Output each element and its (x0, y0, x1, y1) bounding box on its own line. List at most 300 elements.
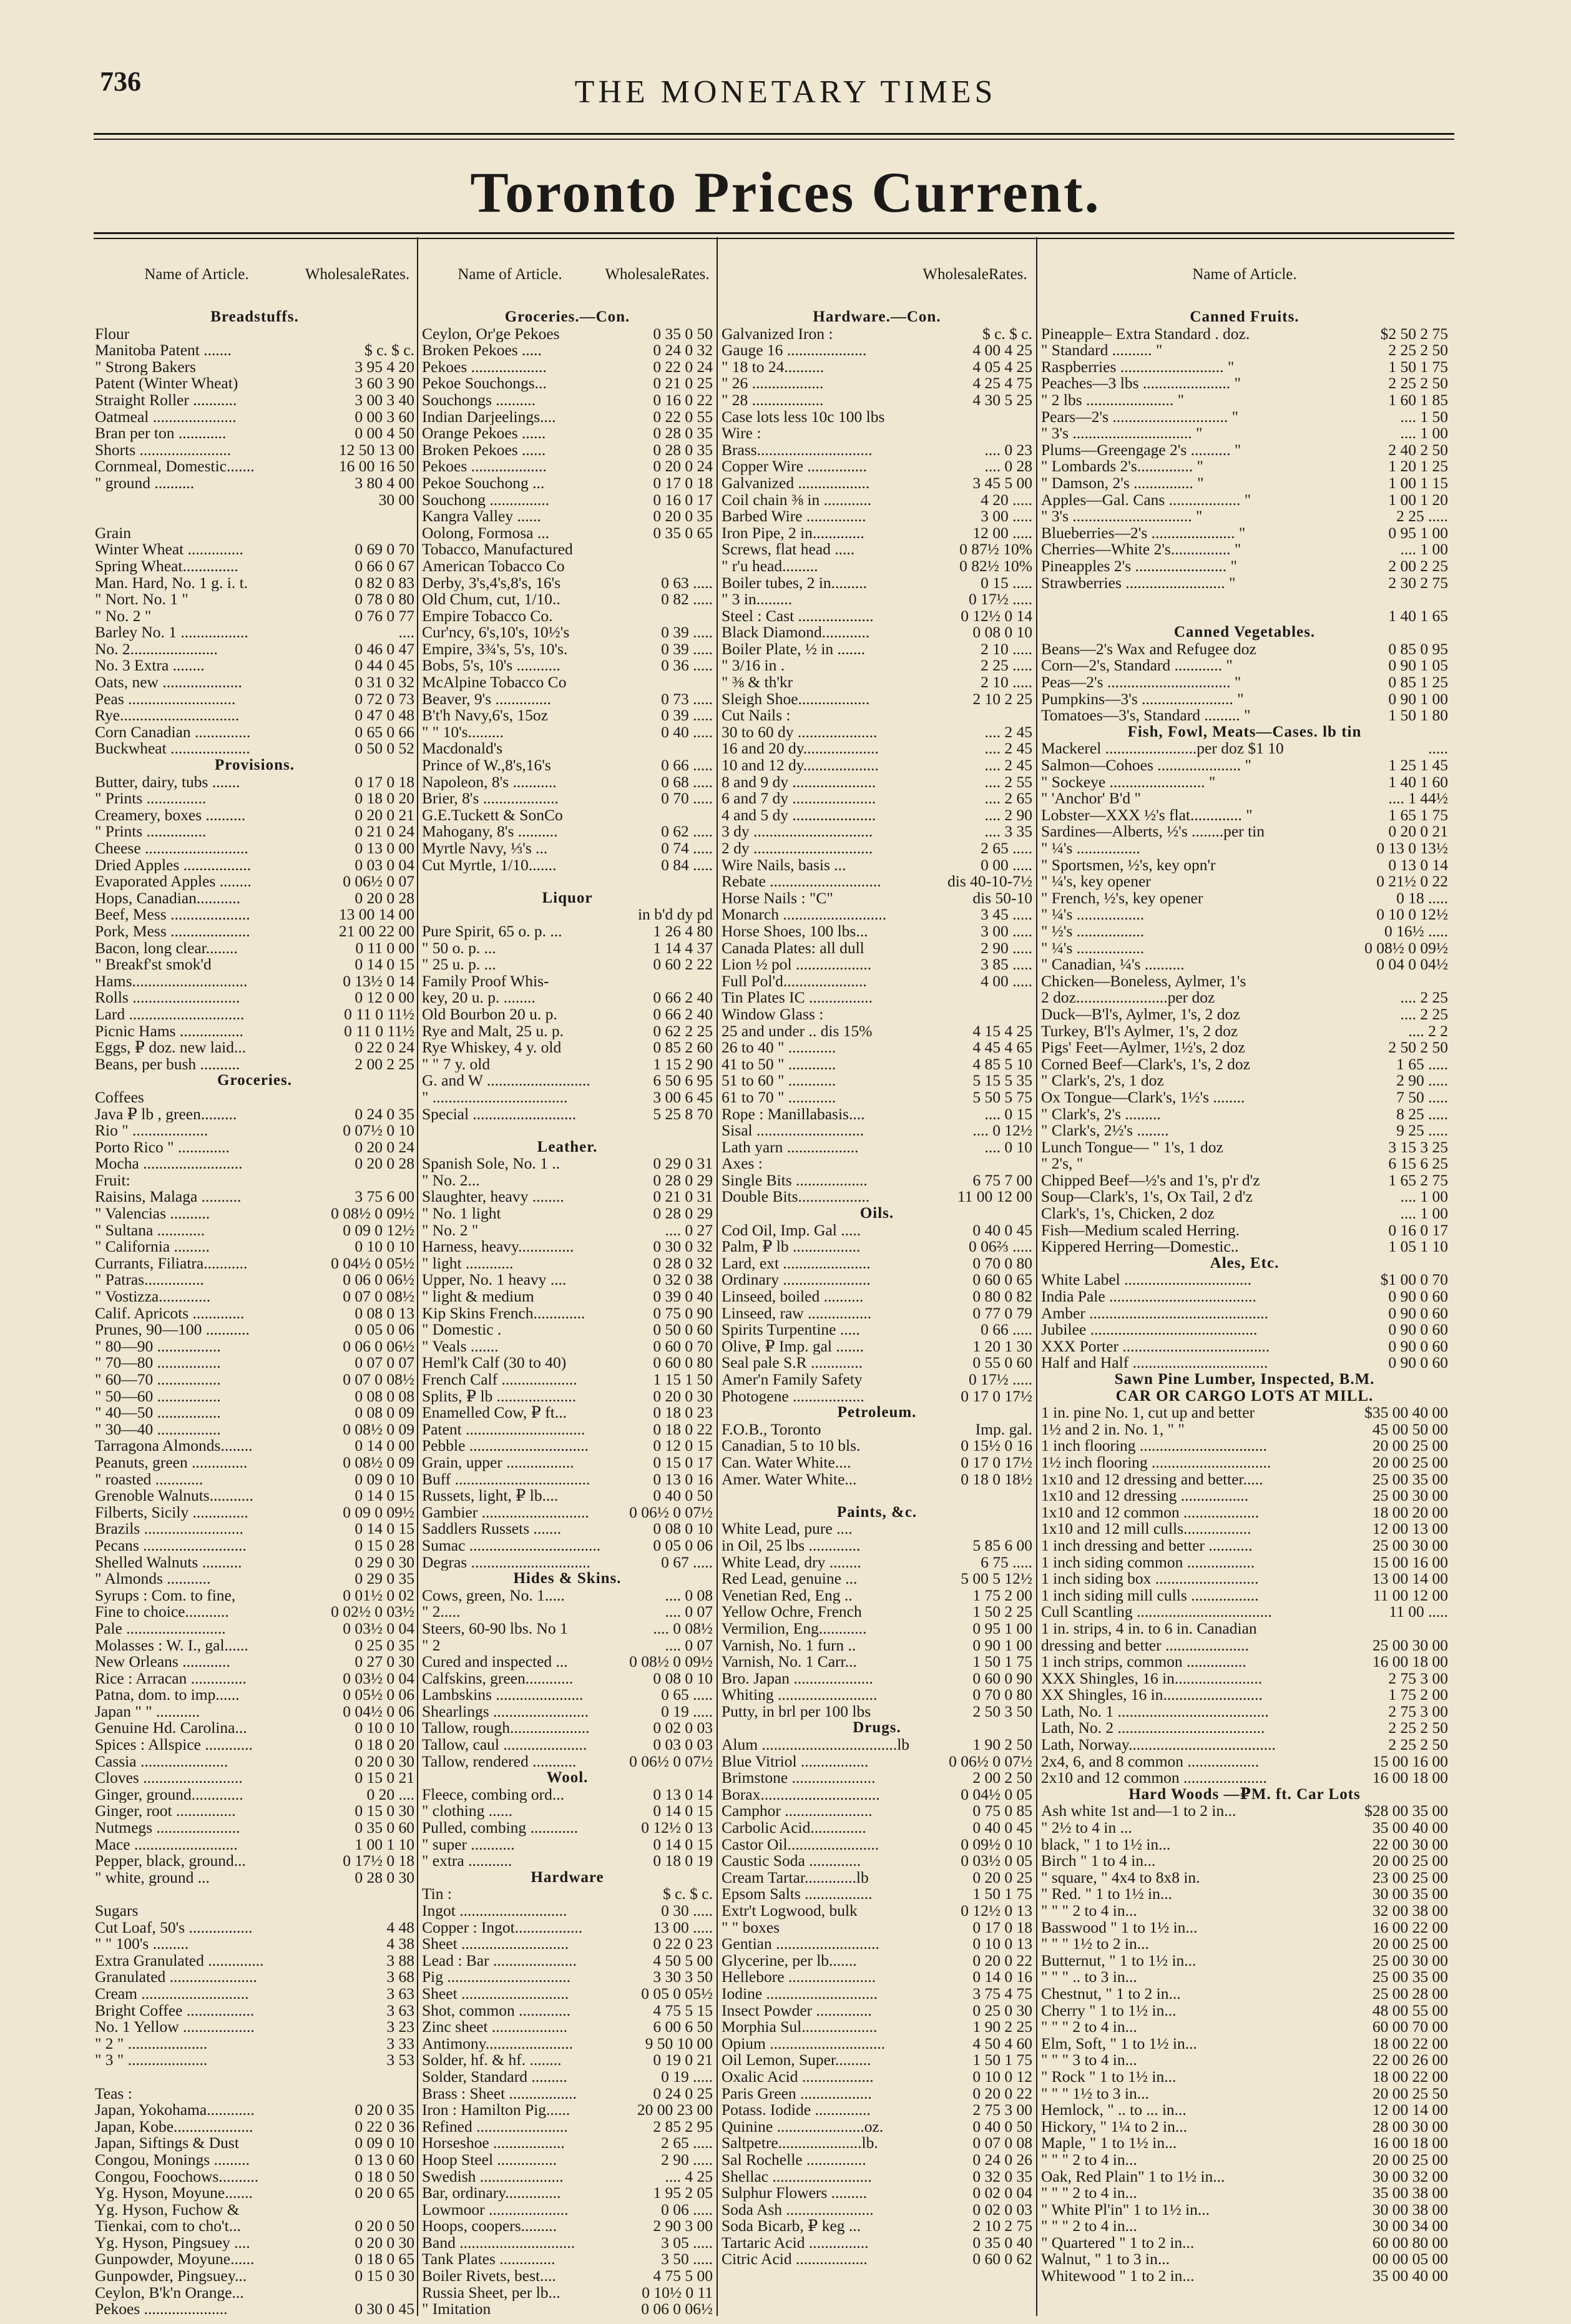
article-name: Splits, ₽ lb .................... (422, 1388, 577, 1405)
price-row (95, 2185, 414, 2202)
article-name: Clark's, 1's, Chicken, 2 doz (1041, 1205, 1215, 1222)
wholesale-rate: 2 90 ..... (981, 939, 1032, 957)
price-row (1041, 608, 1448, 625)
wholesale-rate (600, 973, 713, 990)
wholesale-rate: 9 50 10 00 (645, 2035, 713, 2052)
wholesale-rate: .... 1 00 (1400, 425, 1448, 442)
price-row (722, 475, 1032, 492)
wholesale-rate: dis 50-10 (972, 890, 1032, 907)
article-name: Mocha ......................... (95, 1155, 243, 1172)
wholesale-rate: 0 70 0 80 (972, 1687, 1032, 1704)
article-name: Antimony...................... (422, 2035, 574, 2052)
price-row (722, 1537, 1032, 1554)
article-name (1041, 591, 1304, 608)
article-name: " 2..... (422, 1604, 461, 1620)
wholesale-rate: .... 1 00 (1400, 1205, 1448, 1222)
wholesale-rate (914, 409, 1032, 426)
wholesale-rate: 20 00 25 00 (1372, 2151, 1448, 2169)
article-name: " California ......... (95, 1238, 210, 1255)
price-row (722, 1454, 1032, 1471)
article-name: Amber ............................................. (1041, 1305, 1269, 1322)
article-name: Tobacco, Manufactured (422, 541, 573, 558)
wholesale-rate: 0 29 0 30 (355, 1554, 414, 1571)
article-name: Harness, heavy.............. (422, 1238, 574, 1255)
wholesale-rate: 0 28 0 30 (355, 1869, 414, 1886)
article-name: Barley No. 1 ................. (95, 624, 248, 641)
article-name: Prince of W.,8's,16's (422, 757, 551, 774)
price-row (95, 790, 414, 807)
price-row (1041, 1704, 1448, 1720)
wholesale-rate: .... 1 00 (1400, 541, 1448, 558)
price-row (1041, 475, 1448, 492)
price-row (722, 857, 1032, 874)
article-name: Japan, Siftings & Dust (95, 2135, 239, 2152)
wholesale-rate: 3 68 (386, 1969, 414, 1986)
wholesale-rate: 0 70 0 80 (972, 1255, 1032, 1272)
wholesale-rate (600, 541, 713, 558)
wholesale-rate: 0 08 0 10 (972, 624, 1032, 641)
wholesale-rate: 0 10 0 13 (972, 1936, 1032, 1953)
price-row (722, 558, 1032, 575)
article-name: Pekoe Souchong ... (422, 474, 545, 492)
price-row (722, 1272, 1032, 1288)
wholesale-rate: 20 00 25 00 (1372, 1936, 1448, 1953)
article-name: " 18 to 24.......... (722, 358, 825, 376)
article-name: " " " 2 to 4 in... (1041, 2019, 1137, 2036)
price-row (722, 1238, 1032, 1255)
wholesale-rate: 3 75 6 00 (355, 1189, 414, 1206)
price-row (422, 575, 713, 592)
article-name: Pale ......................... (95, 1620, 226, 1637)
article-name: Steers, 60-90 lbs. No 1 (422, 1620, 568, 1637)
price-row (95, 2086, 414, 2102)
wholesale-rate: $28 00 35 00 (1364, 1803, 1448, 1820)
section-heading: Groceries. (217, 1072, 292, 1089)
wholesale-rate (600, 608, 713, 625)
price-row (422, 774, 713, 791)
price-row (1041, 2202, 1448, 2219)
wholesale-rate: 0 27 0 30 (355, 1654, 414, 1670)
price-row (722, 326, 1032, 343)
price-row (1041, 1753, 1448, 1770)
wholesale-rate: 15 00 16 00 (1372, 1753, 1448, 1770)
wholesale-rate: 0 05 0 06 (355, 1321, 414, 1338)
wholesale-rate: 0 35 0 40 (972, 2234, 1032, 2252)
wholesale-rate: 3 75 4 75 (972, 1985, 1032, 2003)
price-row (95, 1604, 414, 1620)
price-row (95, 1122, 414, 1139)
wholesale-rate (600, 674, 713, 691)
article-name: Can. Water White.... (722, 1454, 851, 1471)
article-name: Cherries—White 2's............... " (1041, 541, 1241, 558)
header-name (719, 247, 916, 303)
price-row (1041, 525, 1448, 542)
price-row (722, 956, 1032, 973)
wholesale-rate: in b'd dy pd (637, 906, 713, 923)
wholesale-rate: 0 08½ 0 09 (343, 1421, 414, 1438)
wholesale-rate: 20 00 25 50 (1372, 2085, 1448, 2102)
price-row (95, 1222, 414, 1239)
article-name: " 70—80 ................ (95, 1355, 221, 1371)
wholesale-rate: 2 75 3 00 (972, 2102, 1032, 2119)
price-row (422, 790, 713, 807)
article-name: Evaporated Apples ........ (95, 873, 252, 890)
article-name: Rolls ........................... (95, 989, 240, 1006)
article-name: Sumac ................................. (422, 1537, 600, 1554)
wholesale-rate: 2 65 ..... (661, 2135, 713, 2152)
article-name: Elm, Soft, " 1 to 1½ in... (1041, 2035, 1197, 2052)
price-row (422, 1272, 713, 1288)
wholesale-rate: 0 20 0 30 (355, 2234, 414, 2252)
article-name: Bobs, 5's, 10's ........... (422, 657, 560, 675)
article-name: Lambskins ...................... (422, 1687, 584, 1704)
article-name: 1x10 and 12 mill culls................. (1041, 1521, 1251, 1537)
article-name: Sisal ........................... (722, 1122, 864, 1139)
article-name: Venetian Red, Eng .. (722, 1587, 853, 1604)
price-row (722, 2019, 1032, 2036)
wholesale-rate: 4 85 5 10 (972, 1056, 1032, 1073)
price-row (422, 525, 713, 542)
article-name: Old Bourbon 20 u. p. (422, 1006, 557, 1023)
article-name: " light ............ (422, 1255, 514, 1272)
price-row (95, 1953, 414, 1969)
wholesale-rate: 0 19 ..... (661, 2068, 713, 2086)
wholesale-rate: 0 95 1 00 (972, 1620, 1032, 1637)
price-row (422, 1886, 713, 1903)
wholesale-rate: 0 68 ..... (661, 773, 713, 791)
section-heading: Canned Vegetables. (1173, 624, 1316, 641)
wholesale-rate: 0 13 0 14 (1388, 856, 1448, 874)
price-row (722, 1172, 1032, 1189)
price-row (1041, 2169, 1448, 2185)
price-row (95, 375, 414, 392)
wholesale-rate: 0 12½ 0 13 (961, 1903, 1032, 1920)
article-name: Broken Pekoes ...... (422, 441, 546, 459)
price-row (722, 1554, 1032, 1571)
wholesale-rate: 1 50 1 80 (1388, 707, 1448, 724)
price-row (95, 657, 414, 674)
wholesale-rate: .... 4 25 (665, 2168, 713, 2185)
article-name: Amer'n Family Safety (722, 1371, 863, 1388)
article-name: Porto Rico " ............. (95, 1139, 230, 1156)
price-row (1041, 375, 1448, 392)
price-row (422, 475, 713, 492)
wholesale-rate: 0 90 0 60 (1388, 1321, 1448, 1338)
wholesale-rate: 1 20 1 30 (972, 1338, 1032, 1355)
wholesale-rate: 0 73 ..... (661, 690, 713, 708)
article-name: Corn Canadian .............. (95, 723, 251, 741)
article-name: Oatmeal ..................... (95, 408, 237, 426)
article-name: Congou, Monings ......... (95, 2151, 250, 2169)
article-name: Straight Roller ........... (95, 391, 237, 409)
wholesale-rate: 0 06⅔ ..... (969, 1238, 1032, 1255)
article-name: " French, ½'s, key opener (1041, 890, 1203, 907)
section-heading: Leather. (537, 1138, 598, 1155)
wholesale-rate: 0 18 0 23 (653, 1405, 713, 1421)
wholesale-rate: 0 29 0 35 (355, 1571, 414, 1587)
wholesale-rate: 0 75 0 85 (972, 1803, 1032, 1820)
price-row (422, 1753, 713, 1770)
article-name: Raisins, Malaga .......... (95, 1189, 242, 1206)
wholesale-rate (296, 508, 414, 525)
article-name: Kip Skins French............. (422, 1305, 585, 1322)
article-name: Gentian .......................... (722, 1936, 879, 1953)
wholesale-rate: 2 25 ..... (981, 657, 1032, 675)
article-name: Insect Powder .............. (722, 2002, 872, 2019)
price-row (1041, 1189, 1448, 1205)
wholesale-rate: 2 90 ..... (1396, 1072, 1448, 1089)
wholesale-rate: 0 24 0 35 (355, 1106, 414, 1123)
price-row (95, 1903, 414, 1920)
price-row (1041, 458, 1448, 475)
article-name: Lath, No. 2 ..................................... (1041, 1720, 1265, 1737)
wholesale-rate: 4 20 ..... (981, 491, 1032, 509)
article-name: Mace .......................... (95, 1836, 238, 1853)
article-name: Tallow, rendered ........... (422, 1753, 577, 1770)
price-row (1041, 1305, 1448, 1322)
price-row (95, 1853, 414, 1870)
article-name: Bar, ordinary.............. (422, 2185, 561, 2202)
wholesale-rate: Imp. gal. (975, 1421, 1032, 1438)
wholesale-rate: 0 20 0 22 (972, 1952, 1032, 1969)
price-row (1041, 1554, 1448, 1571)
section-heading: Groceries.—Con. (504, 308, 630, 325)
article-name: " Domestic . (422, 1321, 502, 1338)
article-name: " No. 1 light (422, 1205, 501, 1222)
wholesale-rate: 1 90 2 50 (972, 1737, 1032, 1753)
article-name: Whitewood " 1 to 2 in... (1041, 2268, 1195, 2285)
price-row (422, 1006, 713, 1023)
wholesale-rate: 0 10 0 12½ (1376, 906, 1448, 923)
article-name: " " " 1½ to 3 in... (1041, 2085, 1149, 2102)
wholesale-rate: .... 0 27 (665, 1222, 713, 1239)
article-name: 1x10 and 12 dressing ................. (1041, 1488, 1249, 1504)
wholesale-rate: 0 78 0 80 (355, 591, 414, 608)
article-name: Swedish ..................... (422, 2168, 564, 2185)
wholesale-rate: 25 00 30 00 (1372, 1637, 1448, 1654)
price-row (722, 1753, 1032, 1770)
article-name: Grain, upper ................. (422, 1454, 574, 1471)
price-row (722, 1155, 1032, 1172)
price-row (422, 1521, 713, 1537)
article-name: " 2 lbs ...................... " (1041, 391, 1185, 409)
wholesale-rate: 3 85 ..... (981, 956, 1032, 973)
article-name: Cassia ...................... (95, 1753, 228, 1770)
wholesale-rate: 0 17½ 0 18 (343, 1853, 414, 1870)
article-name: " 3's .............................. " (1041, 425, 1203, 442)
price-column-3 (722, 309, 1032, 2268)
article-name: " Almonds ........... (95, 1571, 211, 1587)
wholesale-rate: 0 84 ..... (661, 856, 713, 874)
price-row (1041, 326, 1448, 343)
price-row (722, 1903, 1032, 1920)
wholesale-rate: 0 90 1 05 (1388, 657, 1448, 675)
section-heading: Hardware.—Con. (813, 308, 941, 325)
article-name: Varnish, No. 1 furn .. (722, 1637, 856, 1654)
wholesale-rate: 0 28 0 32 (653, 1255, 713, 1272)
article-name: Lath, Norway..................................... (1041, 1737, 1276, 1753)
price-row (422, 1155, 713, 1172)
article-name: Spring Wheat.............. (95, 557, 238, 575)
section-heading: Paints, &c. (836, 1503, 918, 1521)
article-name: XXX Porter ..................................... (1041, 1338, 1270, 1355)
wholesale-rate: 0 06½ 0 07½ (629, 1504, 713, 1521)
article-name: " Red. " 1 to 1½ in... (1041, 1886, 1172, 1903)
wholesale-rate: 0 20 0 35 (355, 2102, 414, 2119)
article-name: " ¼'s ................. (1041, 906, 1145, 923)
price-row (95, 1056, 414, 1073)
article-name: Ginger, root ............... (95, 1803, 236, 1820)
article-name: Turkey, B'l's Aylmer, 1's, 2 doz (1041, 1022, 1238, 1040)
wholesale-rate: 00 00 05 00 (1372, 2251, 1448, 2268)
price-row (422, 1820, 713, 1836)
article-name: Saltpetre.....................lb. (722, 2135, 878, 2152)
article-name: Oil Lemon, Super......... (722, 2052, 871, 2069)
article-name: Sleigh Shoe.................. (722, 690, 870, 708)
price-row (722, 774, 1032, 791)
article-name: Pecans .......................... (95, 1537, 247, 1554)
price-row (95, 1654, 414, 1670)
article-name: Syrups : Com. to fine, (95, 1587, 236, 1604)
article-name: Shelled Walnuts .......... (95, 1554, 242, 1571)
wholesale-rate: 30 00 35 00 (1372, 1886, 1448, 1903)
wholesale-rate: 20 00 25 00 (1372, 1454, 1448, 1471)
price-row (722, 359, 1032, 376)
article-name: Japan, Kobe.................... (95, 2118, 253, 2135)
wholesale-rate: 16 00 18 00 (1372, 1654, 1448, 1670)
wholesale-rate: .... 2 2 (1408, 1022, 1448, 1040)
price-row (1041, 2036, 1448, 2052)
price-row (95, 2285, 414, 2302)
wholesale-rate: ..... (1428, 740, 1448, 758)
wholesale-rate: 16 00 18 00 (1372, 1770, 1448, 1787)
price-row (422, 1554, 713, 1571)
article-name: Gambier ........................... (422, 1504, 589, 1521)
section-heading: Petroleum. (837, 1404, 917, 1421)
wholesale-rate: 1 75 2 00 (1388, 1687, 1448, 1704)
price-row (95, 1504, 414, 1521)
article-name: Lunch Tongue— " 1's, 1 doz (1041, 1139, 1223, 1156)
price-row (422, 1438, 713, 1454)
price-row (95, 674, 414, 691)
price-row (422, 1056, 713, 1073)
article-name: " 50 o. p. ... (422, 939, 496, 957)
wholesale-rate: 0 08 0 09 (355, 1405, 414, 1421)
article-name: Beans, per bush .......... (95, 1056, 240, 1073)
article-name: " " " 2 to 4 in... (1041, 2185, 1137, 2202)
wholesale-rate: 0 08 0 13 (355, 1305, 414, 1322)
price-row (1041, 1936, 1448, 1953)
wholesale-rate: 0 13½ 0 14 (343, 973, 414, 990)
price-row (422, 541, 713, 558)
wholesale-rate: 12 00 13 00 (1372, 1521, 1448, 1537)
article-name: " super ........... (422, 1836, 515, 1853)
wholesale-rate: 0 10 0 10 (355, 1720, 414, 1737)
wholesale-rate: 0 17 0 17½ (961, 1388, 1032, 1405)
wholesale-rate: 4 45 4 65 (972, 1039, 1032, 1056)
article-name: Shot, common ............. (422, 2002, 571, 2019)
price-row (722, 1371, 1032, 1388)
article-name: American Tobacco Co (422, 557, 565, 575)
wholesale-rate: 0 20 0 28 (355, 890, 414, 907)
article-name: Patent (Winter Wheat) (95, 375, 238, 392)
price-row (1041, 1620, 1448, 1637)
wholesale-rate: 0 32 0 38 (653, 1272, 713, 1289)
article-name: Heml'k Calf (30 to 40) (422, 1355, 567, 1371)
article-name: Congou, Foochows.......... (95, 2168, 259, 2185)
article-name: Patna, dom. to imp...... (95, 1687, 240, 1704)
price-row (722, 1006, 1032, 1023)
price-row (95, 2003, 414, 2019)
wholesale-rate: 0 25 0 35 (355, 1637, 414, 1654)
column-divider (1036, 237, 1037, 2316)
wholesale-rate: $35 00 40 00 (1364, 1405, 1448, 1421)
article-name: " 30—40 ................ (95, 1421, 221, 1438)
price-row (422, 1488, 713, 1504)
article-name: Cur'ncy, 6's,10's, 10½'s (422, 624, 570, 641)
wholesale-rate: 0 17 0 18 (355, 773, 414, 791)
article-name: 1 inch siding common ................. (1041, 1554, 1255, 1571)
article-name: Hops, Canadian........... (95, 890, 241, 907)
wholesale-rate: .... 2 65 (984, 790, 1032, 807)
price-row (722, 691, 1032, 708)
price-row (422, 1687, 713, 1704)
wholesale-rate: 30 00 32 00 (1372, 2168, 1448, 2185)
price-row (722, 1787, 1032, 1803)
price-row (722, 525, 1032, 542)
price-row (422, 342, 713, 359)
article-name: " Clark's, 2's ......... (1041, 1106, 1161, 1123)
wholesale-rate: 0 20 0 21 (1388, 823, 1448, 840)
price-row (722, 1986, 1032, 2003)
wholesale-rate: 0 24 0 26 (972, 2151, 1032, 2169)
price-row (722, 906, 1032, 923)
price-row (1041, 840, 1448, 857)
article-name: Citric Acid .................. (722, 2251, 868, 2268)
article-name: Broken Pekoes ..... (422, 342, 542, 359)
price-row (1041, 1338, 1448, 1355)
price-row (1041, 1321, 1448, 1338)
article-name: black, " 1 to 1½ in... (1041, 1836, 1171, 1853)
article-name: Hickory, " 1¼ to 2 in... (1041, 2118, 1187, 2135)
price-row (1041, 807, 1448, 824)
price-row (422, 2235, 713, 2252)
price-row (1041, 1089, 1448, 1106)
wholesale-rate: 0 14 0 15 (355, 956, 414, 973)
article-name: Family Proof Whis- (422, 973, 549, 990)
price-row (95, 1089, 414, 1106)
article-name: Yg. Hyson, Fuchow & (95, 2201, 240, 2219)
article-name: Cheese .......................... (95, 840, 248, 857)
wholesale-rate: 0 14 0 00 (355, 1438, 414, 1454)
wholesale-rate: 0 12 0 15 (653, 1438, 713, 1454)
wholesale-rate: .... 2 90 (984, 807, 1032, 824)
wholesale-rate: 1 00 1 20 (1388, 491, 1448, 509)
price-row (1041, 956, 1448, 973)
wholesale-rate (1304, 1620, 1448, 1637)
price-row (422, 873, 713, 890)
wholesale-rate: 0 75 0 90 (653, 1305, 713, 1322)
wholesale-rate: 1 50 1 75 (972, 1654, 1032, 1670)
price-row (422, 923, 713, 940)
article-name: " clothing ...... (422, 1803, 512, 1820)
wholesale-rate: 35 00 40 00 (1372, 1820, 1448, 1836)
wholesale-rate: 2 00 2 50 (972, 1770, 1032, 1787)
wholesale-rate: 0 39 ..... (661, 624, 713, 641)
wholesale-rate: 0 06 ..... (661, 2201, 713, 2219)
wholesale-rate: 2 50 3 50 (972, 1703, 1032, 1720)
price-row (95, 475, 414, 492)
